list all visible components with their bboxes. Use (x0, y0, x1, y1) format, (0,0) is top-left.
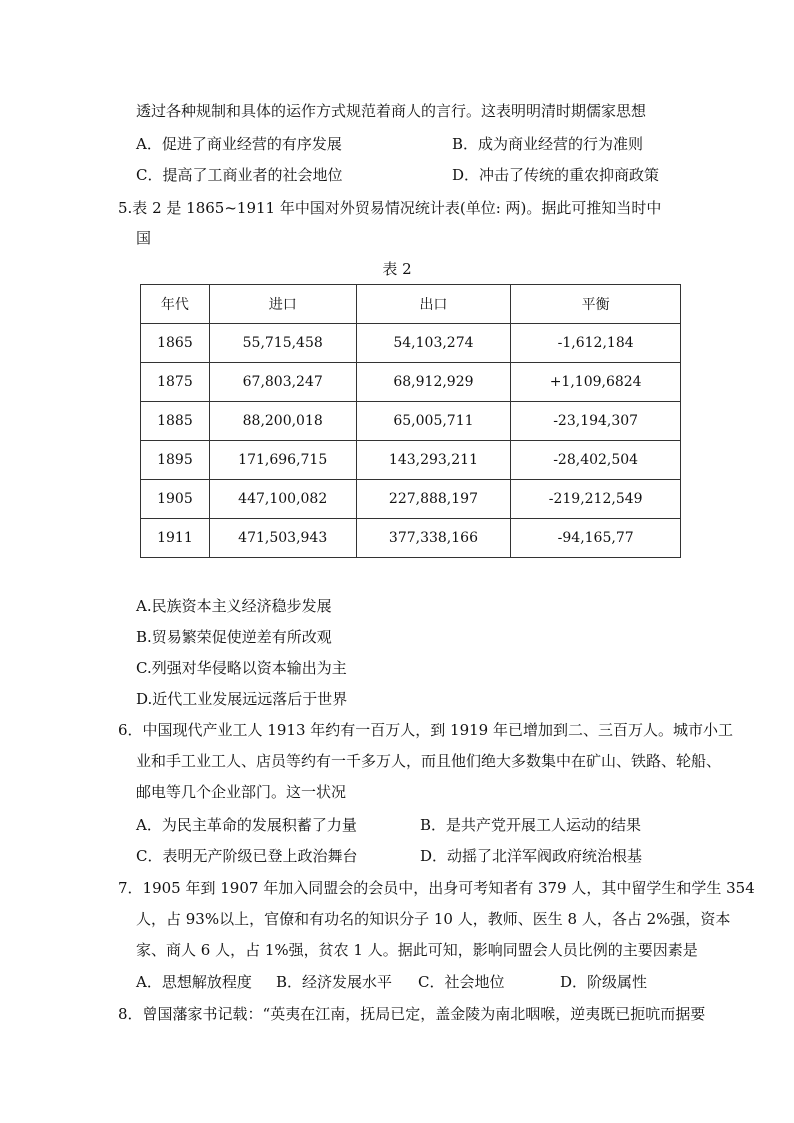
q6-option-c: C．表明无产阶级已登上政治舞台 (136, 847, 358, 865)
cell-export: 227,888,197 (356, 480, 511, 519)
q7-option-a: A．思想解放程度 (136, 973, 252, 991)
cell-export: 68,912,929 (356, 363, 511, 402)
cell-balance: -219,212,549 (511, 480, 681, 519)
table-row (141, 402, 681, 441)
cell-year: 1905 (141, 480, 210, 519)
q4-option-d: D．冲击了传统的重农抑商政策 (452, 166, 660, 184)
cell-import: 171,696,715 (209, 441, 356, 480)
cell-balance: +1,109,6824 (511, 363, 681, 402)
q5-option-a: A.民族资本主义经济稳步发展 (136, 597, 332, 615)
q4-option-b: B．成为商业经营的行为准则 (452, 135, 644, 153)
cell-import: 447,100,082 (209, 480, 356, 519)
cell-balance: -94,165,77 (511, 519, 681, 558)
q5-stem-line1: 5.表 2 是 1865~1911 年中国对外贸易情况统计表(单位: 两)。据此可推知当时中 (118, 199, 662, 217)
q6-stem-line2: 业和手工业工人、店员等约有一千多万人，而且他们绝大多数集中在矿山、铁路、轮船、 (136, 752, 722, 770)
cell-import: 88,200,018 (209, 402, 356, 441)
cell-balance: -23,194,307 (511, 402, 681, 441)
trade-statistics-table (140, 284, 681, 558)
cell-balance: -28,402,504 (511, 441, 681, 480)
cell-export: 54,103,274 (356, 324, 511, 363)
header-year: 年代 (141, 285, 210, 324)
cell-export: 65,005,711 (356, 402, 511, 441)
table-header-row (141, 285, 681, 324)
header-import: 进口 (209, 285, 356, 324)
q5-option-d: D.近代工业发展远远落后于世界 (136, 690, 348, 708)
cell-export: 377,338,166 (356, 519, 511, 558)
q4-stem-tail: 透过各种规制和具体的运作方式规范着商人的言行。这表明明清时期儒家思想 (136, 102, 647, 120)
cell-year: 1885 (141, 402, 210, 441)
header-export: 出口 (356, 285, 511, 324)
q6-stem-line1: 6．中国现代产业工人 1913 年约有一百万人，到 1919 年已增加到二、三百万人。城市小工 (118, 721, 733, 739)
table-caption: 表 2 (382, 260, 412, 278)
q4-option-c: C．提高了工商业者的社会地位 (136, 166, 343, 184)
q6-stem-line3: 邮电等几个企业部门。这一状况 (136, 783, 347, 801)
cell-year: 1865 (141, 324, 210, 363)
q6-option-b: B．是共产党开展工人运动的结果 (420, 816, 642, 834)
q5-option-b: B.贸易繁荣促使逆差有所改观 (136, 628, 332, 646)
q7-option-c: C．社会地位 (418, 973, 505, 991)
table-row (141, 363, 681, 402)
cell-import: 471,503,943 (209, 519, 356, 558)
cell-year: 1911 (141, 519, 210, 558)
cell-import: 55,715,458 (209, 324, 356, 363)
cell-export: 143,293,211 (356, 441, 511, 480)
cell-balance: -1,612,184 (511, 324, 681, 363)
q7-stem-line2: 人，占 93%以上，官僚和有功名的知识分子 10 人，教师、医生 8 人，各占 2%强，资本 (136, 910, 731, 928)
q8-stem-line1: 8．曾国藩家书记载：“英夷在江南，抚局已定，盖金陵为南北咽喉，逆夷既已扼吭而据要 (118, 1005, 706, 1023)
q6-option-a: A．为民主革命的发展积蓄了力量 (136, 816, 357, 834)
table-row (141, 519, 681, 558)
q7-option-b: B．经济发展水平 (276, 973, 393, 991)
cell-year: 1875 (141, 363, 210, 402)
q7-stem-line3: 家、商人 6 人，占 1%强，贫农 1 人。据此可知，影响同盟会人员比例的主要因素是 (136, 941, 698, 959)
table-row (141, 480, 681, 519)
header-balance: 平衡 (511, 285, 681, 324)
q7-option-d: D．阶级属性 (560, 973, 648, 991)
table-row (141, 324, 681, 363)
q7-stem-line1: 7．1905 年到 1907 年加入同盟会的会员中，出身可考知者有 379 人，其中留学生和学生 354 (118, 879, 755, 897)
table-row (141, 441, 681, 480)
cell-import: 67,803,247 (209, 363, 356, 402)
q5-option-c: C.列强对华侵略以资本输出为主 (136, 659, 347, 677)
q6-option-d: D．动摇了北洋军阀政府统治根基 (420, 847, 643, 865)
q5-stem-line2: 国 (136, 229, 152, 247)
q4-option-a: A．促进了商业经营的有序发展 (136, 135, 342, 153)
cell-year: 1895 (141, 441, 210, 480)
